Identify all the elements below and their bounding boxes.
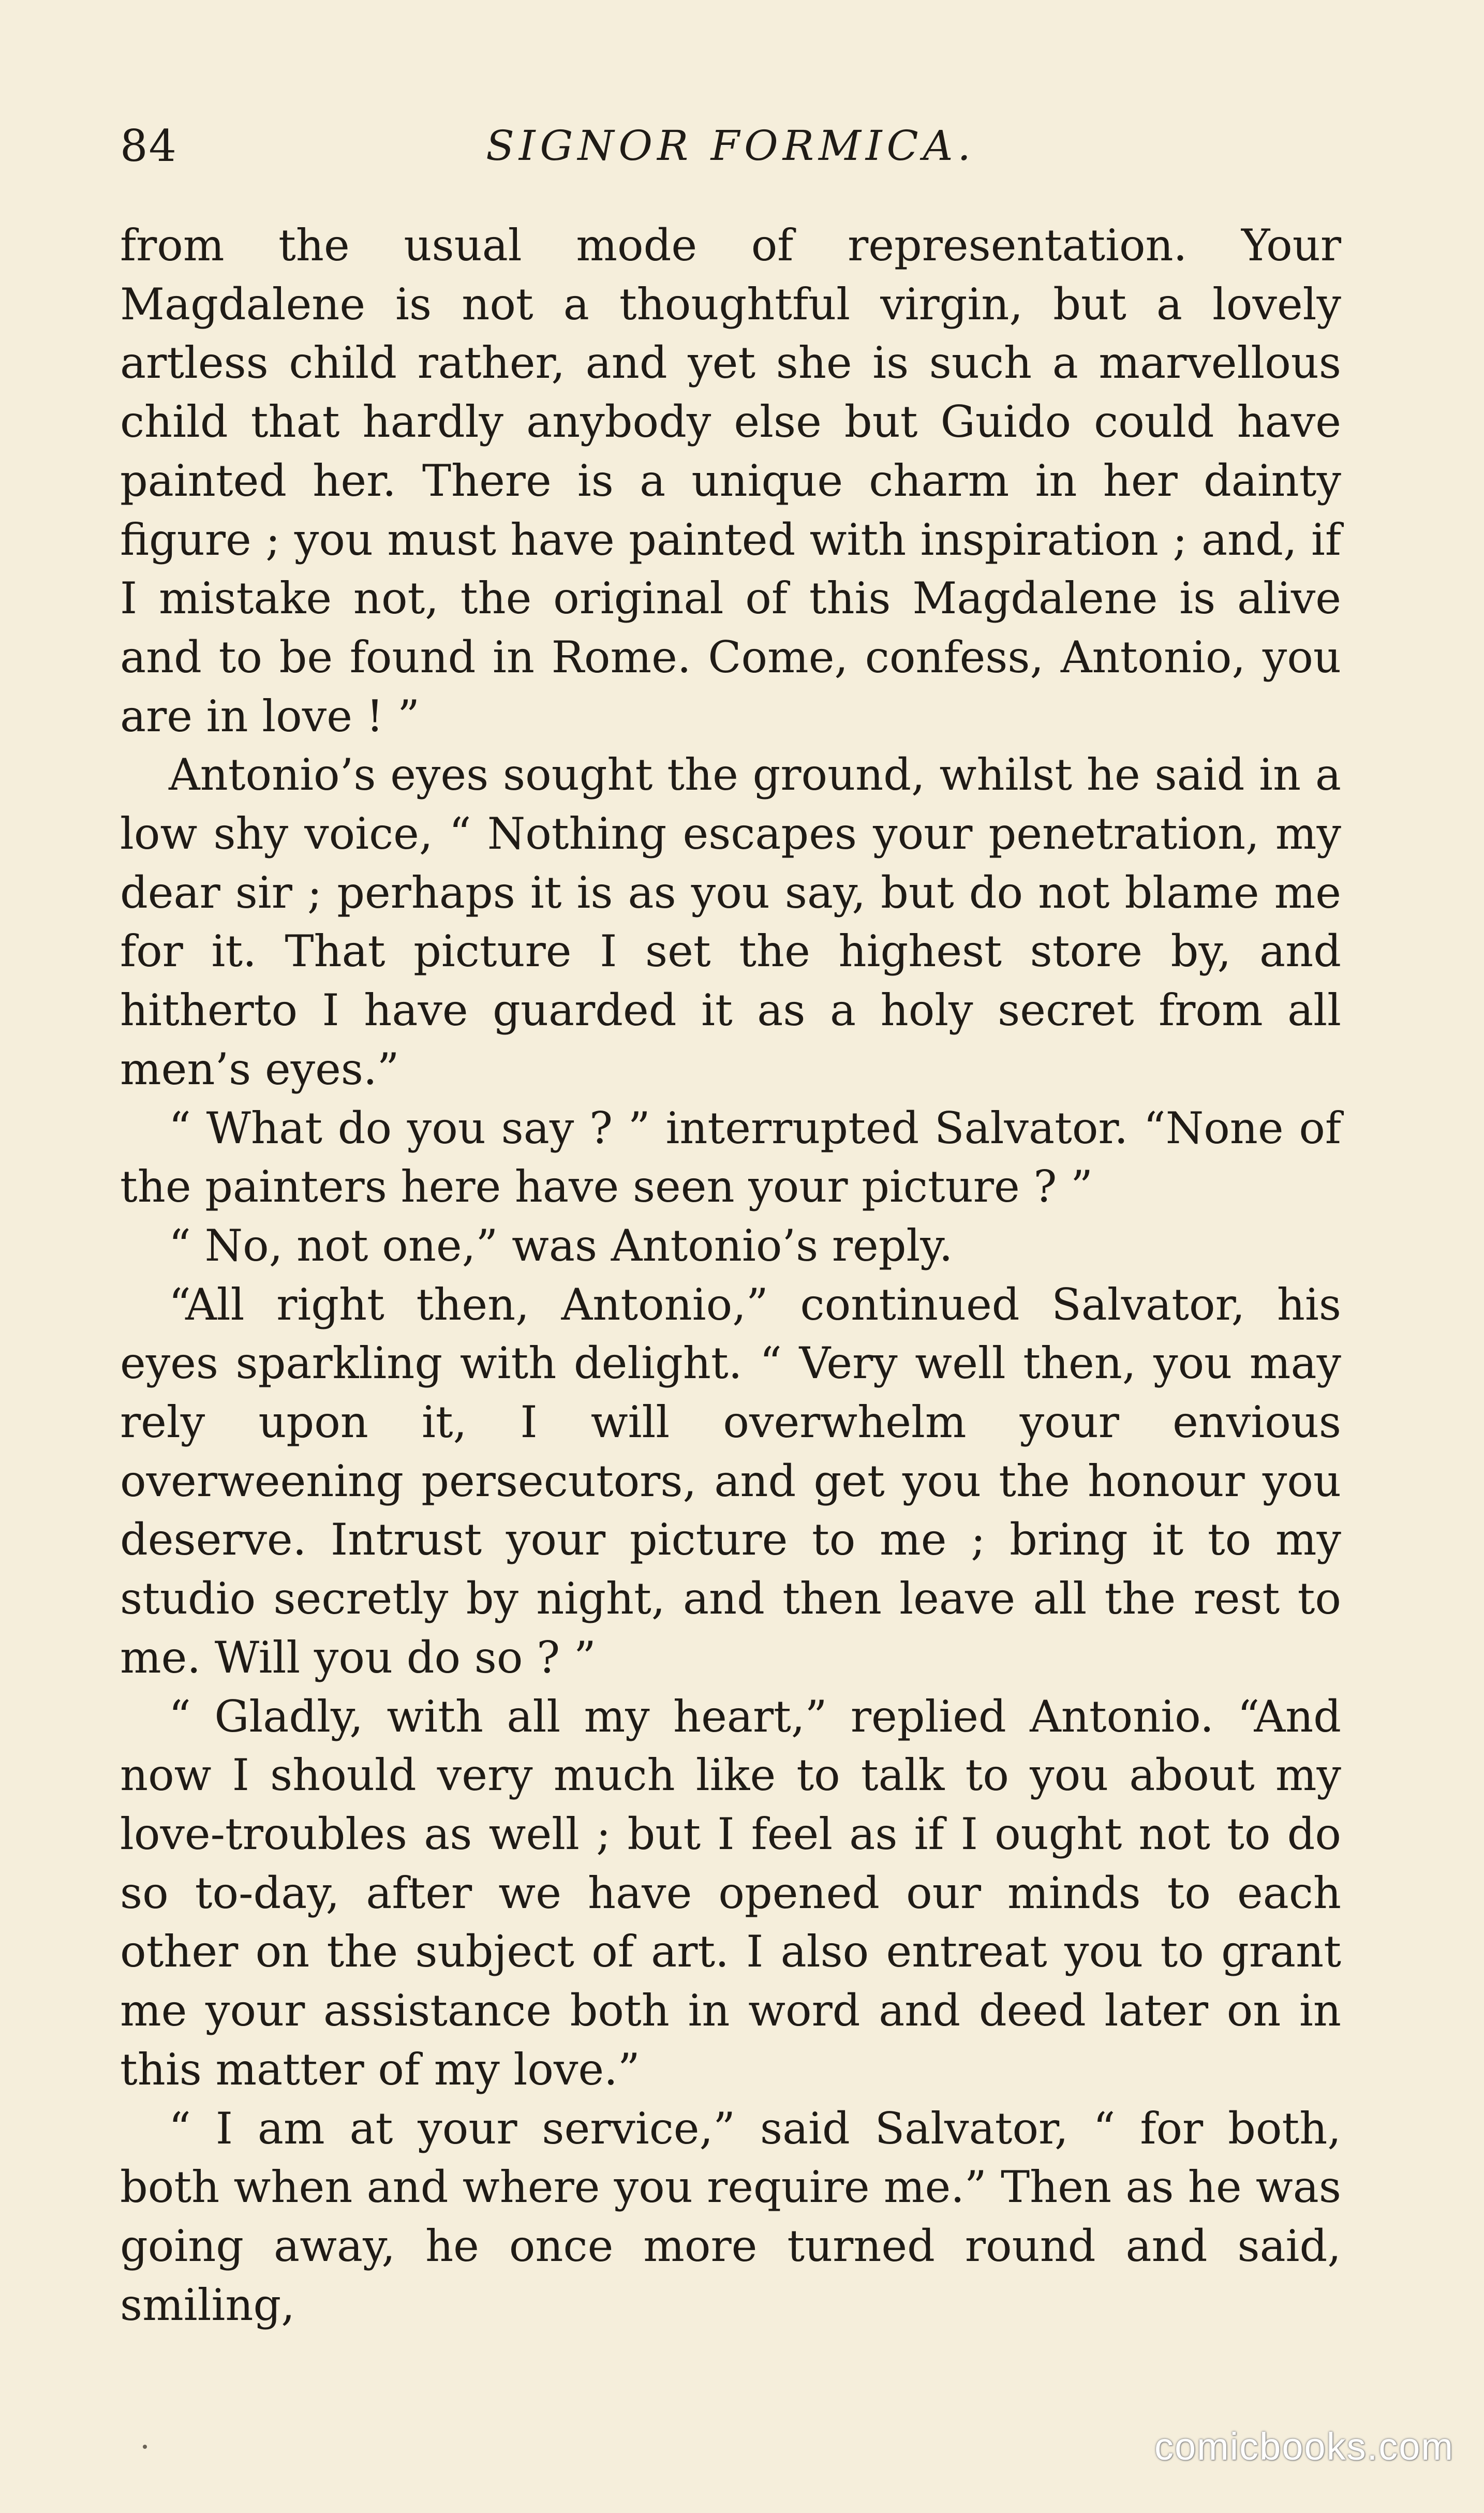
ink-speck bbox=[143, 2445, 147, 2449]
page-header bbox=[120, 115, 1341, 177]
watermark: comicbooks.com bbox=[1154, 2425, 1454, 2468]
paragraph: “ What do you say ? ” interrupted Salvator. “None of the painters here have seen your picture ? ” bbox=[120, 1102, 1341, 1213]
paragraph: Antonio’s eyes sought the ground, whilst he said in a low shy voice, “ Nothing escapes your penetration, my dear sir ; perhaps it is as you say, but do not blame me for it. That picture I set the highest store by, and hitherto I have guarded it as a holy secret from all men’s eyes.” bbox=[120, 749, 1341, 1095]
paragraph: “ No, not one,” was Antonio’s reply. bbox=[169, 1220, 953, 1271]
running-head: SIGNOR FORMICA. bbox=[486, 122, 975, 170]
body-text bbox=[120, 216, 1341, 2334]
paragraph: from the usual mode of representation. Your Magdalene is not a thoughtful virgin, but a lovely artless child rather, and yet she is such a marvellous child that hardly anybody else but Guido could have painted her. There is a unique charm in her dainty figure ; you must have painted with inspiration ; and, if I mistake not, the original of this Magdalene is alive and to be found in Rome. Come, confess, Antonio, you are in love ! ” bbox=[120, 220, 1341, 742]
paragraph: “ Gladly, with all my heart,” replied Antonio. “And now I should very much like to talk to you about my love-troubles as well ; but I feel as if I ought not to do so to-day, after we have opened our minds to each other on the subject of art. I also entreat you to grant me your assistance both in word and deed later on in this matter of my love.” bbox=[120, 1691, 1341, 2095]
paragraph: “All right then, Antonio,” continued Salvator, his eyes sparkling with delight. “ Very well then, you may rely upon it, I will overwhelm your envious overweening persecutors, and get you the honour you deserve. Intrust your picture to me ; bring it to my studio secretly by night, and then leave all the rest to me. Will you do so ? ” bbox=[120, 1279, 1341, 1683]
page-number: 84 bbox=[120, 121, 177, 171]
paragraph: “ I am at your service,” said Salvator, “ for both, both when and where you require me.” Then as he was going away, he once more turned round and said, smiling, bbox=[120, 2103, 1341, 2330]
